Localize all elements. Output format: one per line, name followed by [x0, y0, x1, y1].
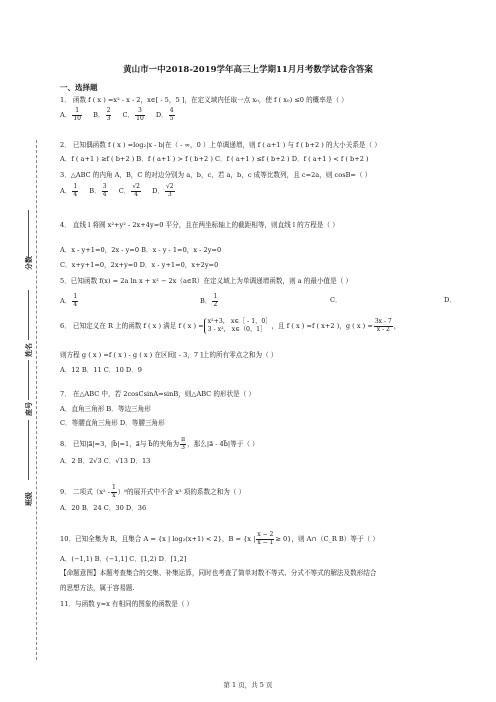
q7-options-cd: C．等腰直角三角形 D．等腰三角形 — [60, 419, 165, 427]
q1-opt-d: D． — [155, 111, 168, 119]
q8-stem: 8． 已知|a⃗|=3，|b⃗|=1，a⃗与 b⃗的夹角为 $\frac{\pi}{3}$ ，那么|a⃗ - 4b⃗|等于（ ） — [60, 436, 259, 451]
q5-stem: 5．已知函数 f(x) = 2a ln x + x² − 2x（a∈R）在定义域上为单调递增函数，则 a 的最小值是（ ） — [60, 277, 353, 285]
q5-opt-b: B． — [200, 297, 212, 305]
q5-opt-a: A． — [60, 297, 72, 305]
q7-stem: 7． 在△ABC 中，若 2cosCsinA=sinB，则△ABC 的形状是（ ） — [60, 390, 255, 398]
q1-opt-d-frac: $\frac{4}{5}$ — [169, 107, 174, 122]
cut-line — [36, 140, 37, 660]
q1-stem: 1． 函数 f ( x ) =x² - x - 2，x∈[ - 5，5 ]，在定义域内任取一点 x₀，使 f ( x₀) ≤0 的概率是（ ） — [60, 96, 348, 104]
q1-options — [60, 108, 176, 122]
q3-options: A． $\frac{1}{4}$ B． $\frac{3}{4}$ C． $\frac{√2}{4}$ D． $\frac{√2}{3}$ — [60, 183, 174, 198]
q2-options: A．f ( a+1 ) ≥f ( b+2 ) B．f ( a+1 ) > f ( b+2 ) C．f ( a+1 ) ≤f ( b+2 ) D．f ( a+1 ) < f ( b+2 ) — [60, 155, 369, 163]
q1-opt-b: B． — [93, 111, 105, 119]
q1-opt-c-frac: $\frac{3}{10}$ — [136, 107, 144, 122]
q3-opt-c: C． — [118, 187, 131, 195]
q11-stem: 11．与函数 y=x 有相同的图象的函数是（ ） — [60, 600, 194, 608]
score-underline — [28, 210, 29, 258]
section-heading: 一、选择题 — [60, 83, 98, 92]
page-footer: 第 1 页，共 5 页 — [223, 681, 273, 689]
q1-opt-c: C． — [122, 111, 135, 119]
q5-options: A． $\frac{1}{4}$ B． $\frac{1}{2}$ C． D． — [60, 293, 456, 308]
class-underline — [28, 420, 29, 480]
q3-opt-b: B． — [89, 187, 101, 195]
q6-stem: 6． 已知定义在 R 上的函数 f ( x ) 满足 f ( x ) = x²+3， x∈［ - 1，0］ 3 - x²， x∈（0，1］ ，且 f ( x ) =f ( x+2 )，g ( x ) = $\frac{3x - 7}{x - 2}$ ， — [60, 318, 401, 333]
q6-line2: 则方程 g ( x ) =f ( x ) - g ( x ) 在区间[ - 3，7 ]上的所有零点之和为（ ） — [60, 351, 278, 359]
name-label: 姓名 — [24, 343, 33, 357]
q4-options-cd: C．x+y+1=0，2x+y=0 D．x - y+1=0，x+2y=0 — [60, 261, 219, 269]
q4-options-ab: A．x - y+1=0，2x - y=0 B．x - y - 1=0，x - 2y=0 — [60, 246, 222, 254]
q6-g-frac: $\frac{3x - 7}{x - 2}$ — [374, 318, 392, 333]
q7-options-ab: A．直角三角形 B．等边三角形 — [60, 405, 151, 413]
q5-opt-d: D． — [444, 296, 456, 304]
q10-options: A．(−1,1) B．(−1,1] C．[1,2) D．[1,2] — [60, 555, 187, 563]
q6-piecewise: x²+3， x∈［ - 1，0］ 3 - x²， x∈（0，1］ — [204, 318, 272, 334]
class-label: 班级 — [24, 492, 33, 506]
score-label: 分数 — [24, 256, 33, 270]
q1-opt-b-frac: $\frac{2}{3}$ — [106, 107, 111, 122]
seat-underline — [28, 360, 29, 400]
q9-frac: $\frac{1}{x}$ — [111, 484, 116, 499]
q9-stem: 9． 二项式（x² - $\frac{1}{x}$ ）⁶的展开式中不含 x³ 项的系数之和为（ ） — [60, 484, 246, 499]
q3-opt-d: D． — [152, 187, 164, 195]
q1-opt-a-frac: $\frac{1}{10}$ — [73, 107, 81, 122]
note-line-2: 的思想方法，属于容易题. — [60, 584, 135, 592]
page-title: 黄山市一中2018-2019学年高三上学期11月月考数学试卷含答案 — [123, 65, 373, 75]
q1-opt-a: A． — [60, 111, 72, 119]
q3-stem: 3．△ABC 的内角 A，B，C 的对边分别为 a，b，c，若 a，b，c 成等比数列，且 c=2a，则 cosB=（ ） — [60, 171, 372, 179]
q5-opt-c: C． — [330, 296, 342, 304]
q2-stem: 2． 已知偶函数 f ( x ) =log₂|x - b|在（ - ∞，0 ）上单调递增，则 f ( a+1 ) 与 f ( b+2 ) 的大小关系是（ ） — [60, 141, 381, 149]
q3-opt-a: A． — [60, 187, 72, 195]
name-underline — [28, 290, 29, 340]
seat-label: 座号 — [24, 402, 33, 416]
q10-stem: 10．已知全集为 R，且集合 A = {x | log₂(x+1) < 2}，B = {x | $\frac{x - 2}{x - 1}$ ≥ 0}，则 A∩（C_R B）等于（ ） — [60, 531, 379, 546]
q8-options: A．2 B．2√3 C．√13 D．13 — [60, 457, 151, 465]
q8-angle-frac: $\frac{\pi}{3}$ — [181, 436, 186, 451]
note-line-1: 【命题意图】本题考查集合的交集、补集运算，同时也考查了简单对数不等式、分式不等式的解法及数形结合 — [60, 569, 377, 577]
q4-stem: 4． 直线 l 将圆 x²+y² - 2x+4y=0 平分，且在两坐标轴上的截距相等，则直线 l 的方程是（ ） — [60, 221, 339, 229]
binding-margin — [14, 0, 44, 702]
q5-opt-b-wrap: B． $\frac{1}{2}$ — [200, 293, 218, 308]
q9-options: A．20 B．24 C．30 D．36 — [60, 504, 147, 512]
q10-frac: $\frac{x - 2}{x - 1}$ — [257, 531, 274, 546]
q6-options: A．12 B．11 C．10 D．9 — [60, 366, 142, 374]
